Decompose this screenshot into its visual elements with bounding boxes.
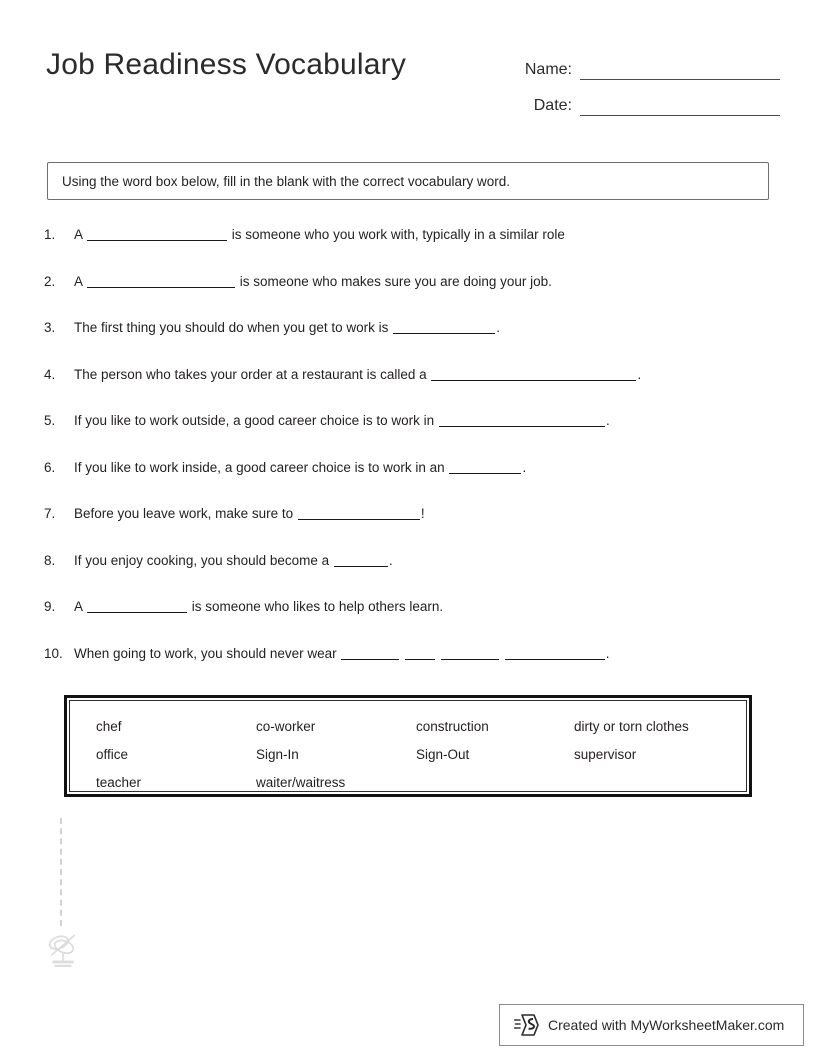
instruction-box <box>47 162 769 200</box>
question-row <box>44 503 774 550</box>
word-box-item: office <box>96 747 129 762</box>
instruction-text: Using the word box below, fill in the blank with the correct vocabulary word. <box>62 173 510 189</box>
question-text-before: If you like to work inside, a good career choice is to work in an <box>74 459 449 475</box>
footer-text: Created with MyWorksheetMaker.com <box>548 1017 785 1033</box>
word-box-item: construction <box>416 719 489 734</box>
answer-blank[interactable] <box>341 645 399 660</box>
name-date-fields <box>500 48 780 120</box>
answer-blank[interactable] <box>393 319 495 334</box>
question-text <box>74 410 774 432</box>
date-field-row <box>500 84 780 116</box>
question-row <box>44 364 774 411</box>
question-row <box>44 410 774 457</box>
question-text-before: A <box>74 273 87 289</box>
word-box-item: Sign-Out <box>416 747 470 762</box>
question-number: 10. <box>44 645 63 661</box>
question-text-before: If you like to work outside, a good career choice is to work in <box>74 413 438 428</box>
word-box <box>64 695 752 797</box>
question-number: 6. <box>44 459 56 475</box>
question-text <box>74 550 774 572</box>
word-box-inner <box>69 700 747 792</box>
question-number: 8. <box>44 552 56 568</box>
question-row <box>44 317 774 364</box>
answer-blank[interactable] <box>87 598 187 613</box>
cut-guide-dashed-line <box>60 818 64 926</box>
word-grid <box>96 713 746 797</box>
question-text <box>74 596 774 618</box>
question-text <box>74 271 774 293</box>
worksheet-maker-logo-icon <box>514 1013 540 1037</box>
question-list <box>44 224 774 689</box>
question-number: 1. <box>44 227 56 242</box>
question-text-before: The person who takes your order at a restaurant is called a <box>74 366 431 382</box>
question-text-after: ! <box>420 506 425 521</box>
answer-blank[interactable] <box>431 366 636 381</box>
question-text-before: A <box>74 599 87 614</box>
date-label: Date: <box>533 97 572 114</box>
question-row <box>44 643 774 690</box>
answer-blank[interactable] <box>298 505 420 520</box>
name-input-line[interactable] <box>580 59 780 80</box>
question-row <box>44 550 774 597</box>
word-box-item: chef <box>96 719 122 734</box>
question-text-before: A <box>74 227 87 242</box>
question-text <box>74 224 774 246</box>
answer-blank[interactable] <box>449 459 521 474</box>
question-row <box>44 596 774 643</box>
footer-badge[interactable] <box>499 1004 804 1046</box>
word-box-item: supervisor <box>574 747 637 762</box>
question-text <box>74 643 774 665</box>
word-box-item: waiter/waitress <box>256 775 346 790</box>
answer-blank[interactable] <box>334 552 388 567</box>
question-row <box>44 224 774 271</box>
name-label: Name: <box>524 61 572 78</box>
answer-blank[interactable] <box>439 412 605 427</box>
question-text-after: is someone who makes sure you are doing your job. <box>236 273 552 289</box>
question-number: 2. <box>44 273 56 289</box>
worksheet-header <box>0 0 816 130</box>
answer-blank[interactable] <box>405 645 435 660</box>
scissors-icon <box>46 932 80 968</box>
question-text <box>74 364 774 386</box>
answer-blank[interactable] <box>87 273 235 288</box>
answer-blank[interactable] <box>87 226 227 241</box>
answer-blank[interactable] <box>441 645 499 660</box>
question-text-before: The first thing you should do when you get to work is <box>74 320 393 335</box>
question-text-after: . <box>388 552 393 568</box>
question-number: 4. <box>44 366 56 382</box>
question-text-after: is someone who you work with, typically in a similar role <box>228 227 565 242</box>
question-text-after: . <box>496 320 500 335</box>
question-text <box>74 317 774 339</box>
question-text <box>74 457 774 479</box>
name-field-row <box>500 48 780 80</box>
question-text-after: . <box>605 413 610 428</box>
question-text <box>74 503 774 525</box>
word-box-item: co-worker <box>256 719 316 734</box>
question-text-before: If you enjoy cooking, you should become a <box>74 552 333 568</box>
question-number: 5. <box>44 413 56 428</box>
answer-blank[interactable] <box>505 645 605 660</box>
question-text-after: . <box>522 459 527 475</box>
question-text-after: is someone who likes to help others learn. <box>188 599 444 614</box>
question-row <box>44 271 774 318</box>
question-text-after: . <box>637 366 642 382</box>
question-number: 7. <box>44 506 56 521</box>
question-number: 9. <box>44 599 56 614</box>
date-input-line[interactable] <box>580 95 780 116</box>
word-box-item: Sign-In <box>256 747 299 762</box>
question-row <box>44 457 774 504</box>
question-text-after: . <box>605 645 610 661</box>
question-number: 3. <box>44 320 56 335</box>
word-box-item: teacher <box>96 775 142 790</box>
word-box-item: dirty or torn clothes <box>574 719 689 734</box>
page-title: Job Readiness Vocabulary <box>46 48 407 81</box>
question-text-before: When going to work, you should never wear <box>74 645 341 661</box>
question-text-before: Before you leave work, make sure to <box>74 506 297 521</box>
